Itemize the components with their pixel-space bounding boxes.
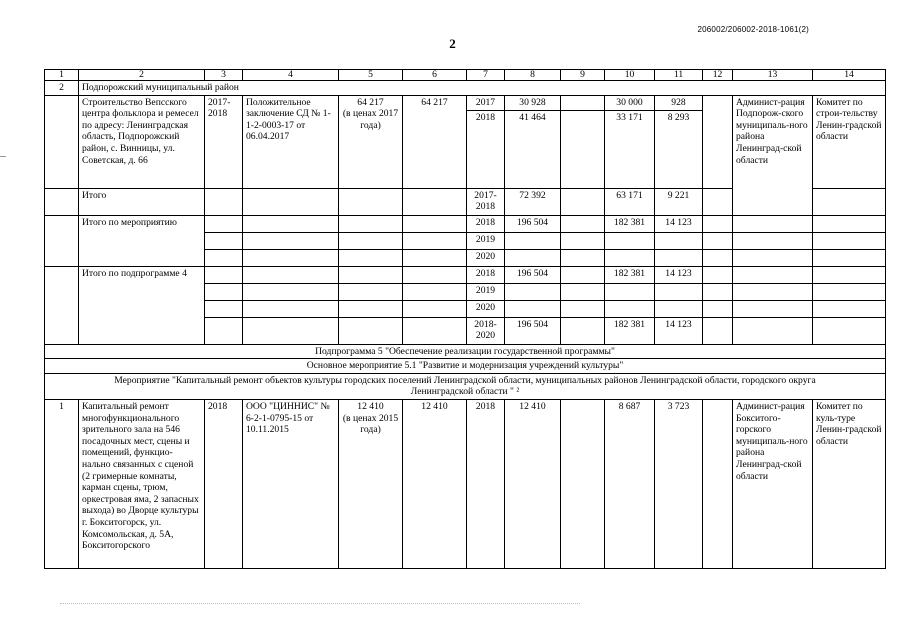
scan-edge-mark: [0, 156, 6, 157]
year-cell: 2018: [467, 266, 505, 283]
table-row: [45, 266, 886, 283]
year-cell: 2018: [467, 215, 505, 232]
regional-cell: 182 381: [605, 215, 655, 232]
local-cell: 14 123: [655, 266, 703, 283]
regional-cell: [605, 300, 655, 317]
total-cell: 30 928: [505, 95, 561, 110]
cost-value: 12 410: [357, 400, 384, 412]
local-cell: 9 221: [655, 188, 703, 215]
local-cell: 928: [655, 95, 703, 110]
local-cell: [655, 232, 703, 249]
col-header: 7: [467, 70, 505, 81]
year-cell: 2019: [467, 232, 505, 249]
local-cell: 14 123: [655, 215, 703, 232]
object-col6: 12 410: [403, 399, 467, 568]
object-period: 2018: [205, 399, 243, 568]
col-header: 10: [605, 70, 655, 81]
col-header: 9: [561, 70, 605, 81]
total-cell: 72 392: [505, 188, 561, 215]
cost-note: (в ценах 2015 года): [342, 412, 399, 436]
row-label: Итого по мероприятию: [79, 215, 205, 266]
col-header: 13: [733, 70, 813, 81]
main-measure-title: Основное мероприятие 5.1 "Развитие и модернизация учреждений культуры": [45, 359, 886, 374]
table-row: [45, 95, 886, 110]
section-row: [45, 359, 886, 374]
total-cell: 12 410: [505, 399, 561, 568]
measure-title: Мероприятие "Капитальный ремонт объектов культуры городских поселений Ленинградской области, муниципальных районов Ленинградской области, городского округа Ленинградской области " ²: [45, 373, 886, 399]
total-cell: [505, 249, 561, 266]
col-header: 5: [339, 70, 403, 81]
program-table: [44, 69, 886, 569]
col-header: 6: [403, 70, 467, 81]
col-header: 11: [655, 70, 703, 81]
regional-cell: 182 381: [605, 317, 655, 344]
year-cell: 2018: [467, 110, 505, 188]
year-cell: 2017: [467, 95, 505, 110]
scan-artifact-line: [60, 603, 580, 605]
object-cost: [339, 399, 403, 568]
object-period: 2017-2018: [205, 95, 243, 188]
col-header: 12: [703, 70, 733, 81]
total-cell: 41 464: [505, 110, 561, 188]
regional-cell: [605, 283, 655, 300]
total-cell: 196 504: [505, 317, 561, 344]
cost-value: 64 217: [357, 96, 384, 108]
total-cell: [505, 283, 561, 300]
local-cell: [655, 300, 703, 317]
cost-note: (в ценах 2017 года): [342, 108, 399, 131]
col-header: 1: [45, 70, 79, 81]
local-cell: 14 123: [655, 317, 703, 344]
column-number-row: [45, 70, 886, 81]
regional-cell: 182 381: [605, 266, 655, 283]
year-cell: 2018: [467, 399, 505, 568]
subprogram-title: Подпрограмма 5 "Обеспечение реализации государственной программы": [45, 344, 886, 359]
table-row: [45, 215, 886, 232]
row-label: Итого по подпрограмме 4: [79, 266, 205, 344]
total-cell: [505, 300, 561, 317]
object-conclusion: ООО "ЦИННИС" № 6-2-1-0795-15 от 10.11.2015: [243, 399, 339, 568]
year-cell: 2020: [467, 249, 505, 266]
regional-cell: [605, 232, 655, 249]
object-conclusion: Положительное заключение СД № 1-1-2-0003-17 от 06.04.2017: [243, 95, 339, 188]
col-header: 2: [79, 70, 205, 81]
object-cost: [339, 95, 403, 188]
local-cell: 8 293: [655, 110, 703, 188]
customer: Комитет по строи-тельству Ленин-градской области: [813, 95, 886, 188]
total-cell: 196 504: [505, 266, 561, 283]
table-row: [45, 399, 886, 568]
total-cell: 196 504: [505, 215, 561, 232]
object-col6: 64 217: [403, 95, 467, 188]
year-cell: 2018-2020: [467, 317, 505, 344]
col-header: 3: [205, 70, 243, 81]
object-name: Строительство Вепсского центра фольклора и ремесел по адресу: Ленинградская область, Подпорожский район, с. Винницы, ул. Советская, д. 66: [79, 95, 205, 188]
year-cell: 2019: [467, 283, 505, 300]
object-number: 1: [45, 399, 79, 568]
document-number: 206002/206002-2018-1061(2): [697, 25, 809, 34]
page-number: 2: [449, 36, 456, 51]
local-cell: 3 723: [655, 399, 703, 568]
executor: Админист-рация Бокситого-горского муниципаль-ного района Ленинград-ской области: [733, 399, 813, 568]
object-name: Капитальный ремонт многофункционального зрительного зала на 546 посадочных мест, сцены и помещений, функцио-нально связанных с сценой (2 гримерные комнаты, карман сцены, трюм, оркестровая яма, 2 запасных выхода) во Дворце культуры г. Бокситогорск, ул. Комсомольская, д. 5А, Бокситогорского: [79, 399, 205, 568]
local-cell: [655, 283, 703, 300]
regional-cell: 8 687: [605, 399, 655, 568]
district-name: Подпорожский муниципальный район: [79, 81, 886, 96]
year-cell: 2020: [467, 300, 505, 317]
col-header: 4: [243, 70, 339, 81]
executor: Админист-рация Подпорож-ского муниципаль-ного района Ленинград-ской области: [733, 95, 813, 215]
section-row: [45, 344, 886, 359]
col-header: 14: [813, 70, 886, 81]
section-row: [45, 373, 886, 399]
regional-cell: 30 000: [605, 95, 655, 110]
year-cell: 2017-2018: [467, 188, 505, 215]
local-cell: [655, 249, 703, 266]
regional-cell: 63 171: [605, 188, 655, 215]
customer: Комитет по куль-туре Ленин-градской области: [813, 399, 886, 568]
row-label: Итого: [79, 188, 205, 215]
regional-cell: 33 171: [605, 110, 655, 188]
district-number: 2: [45, 81, 79, 96]
col-header: 8: [505, 70, 561, 81]
regional-cell: [605, 249, 655, 266]
district-row: [45, 81, 886, 96]
total-cell: [505, 232, 561, 249]
